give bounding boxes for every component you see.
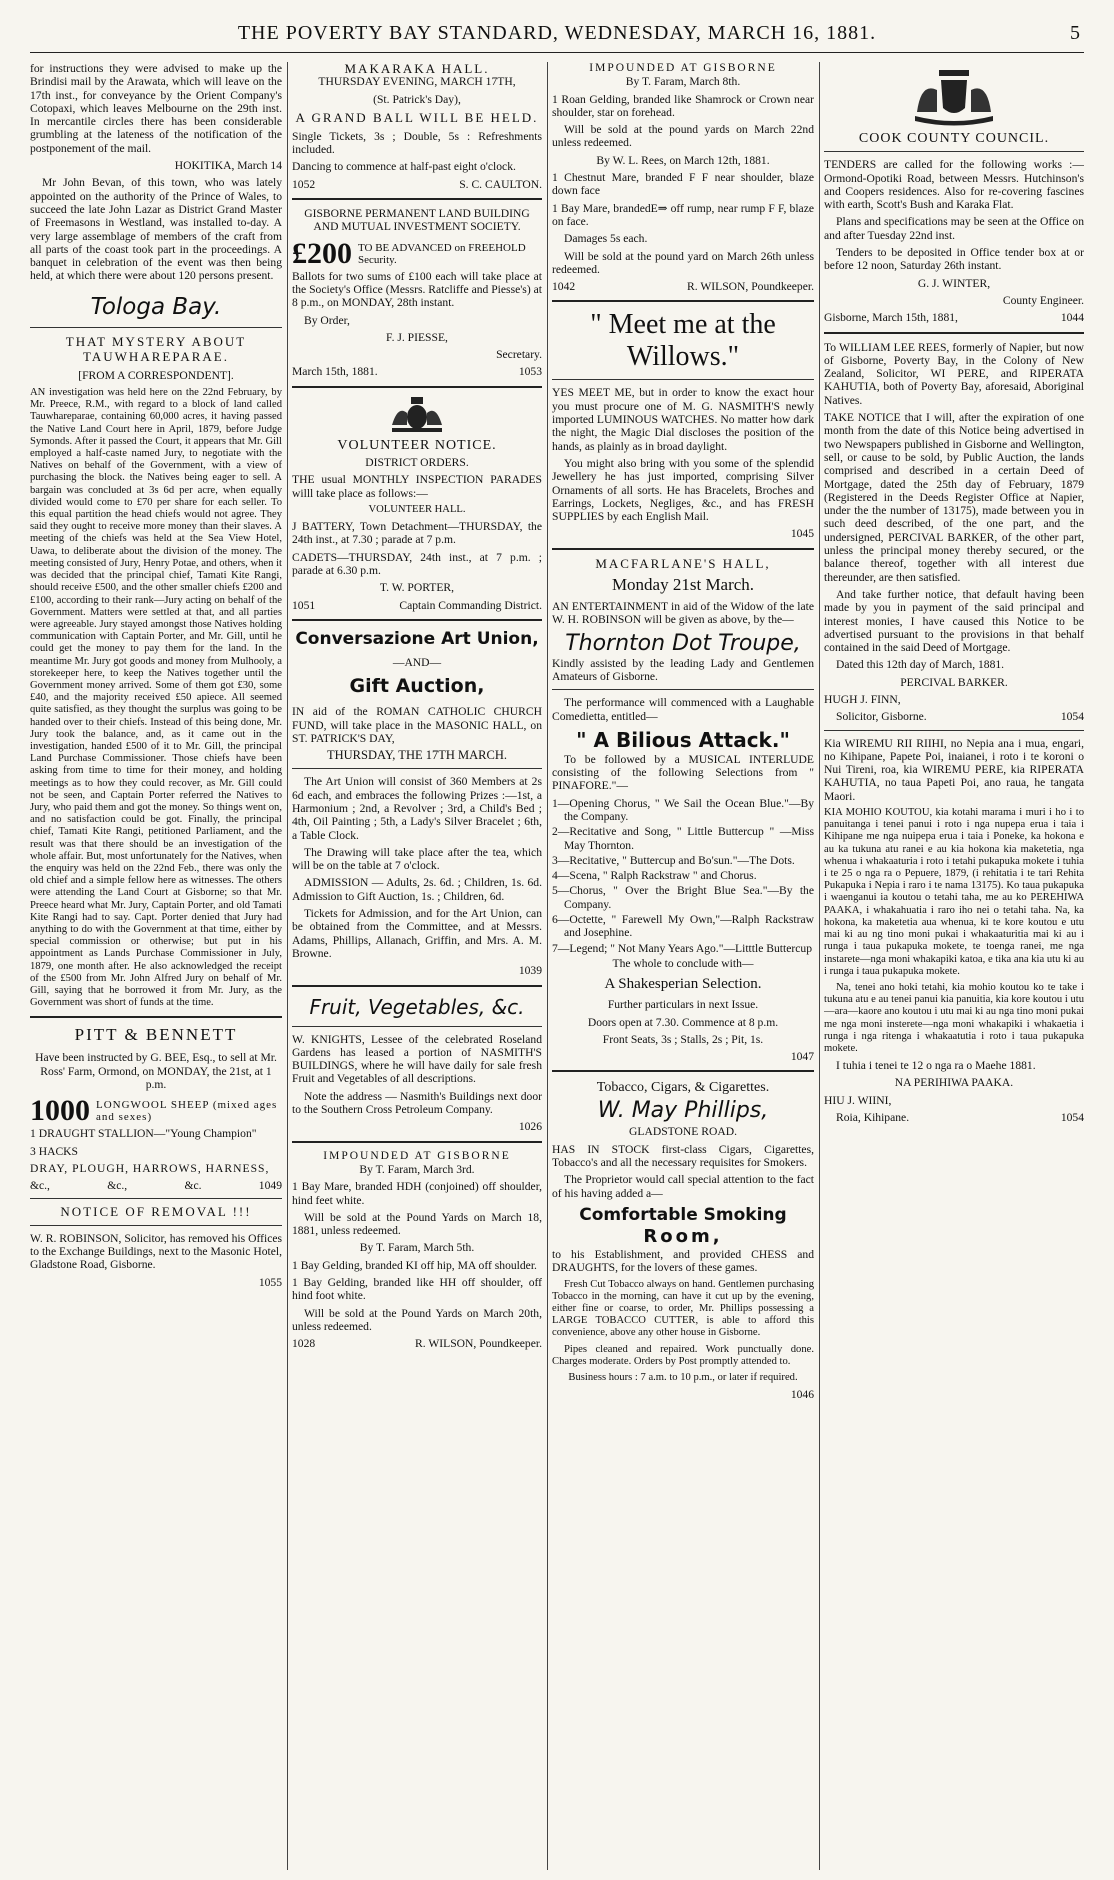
signature: S. C. CAULTON.	[459, 177, 542, 191]
divider	[292, 985, 542, 987]
ad-number: 1026	[518, 1120, 542, 1134]
impounded-sale: Will be sold at the Pound Yards on March 18, 1881, unless redeemed.	[292, 1210, 542, 1238]
ball-tickets: Single Tickets, 3s ; Double, 5s : Refreshments included.	[292, 129, 542, 157]
impounded-sale: Will be sold at the pound yards on March 22nd unless redeemed.	[552, 123, 814, 150]
article-body: AN investigation was held here on the 22nd February, by Mr. Preece, R.M., with regard to a block of land called Tauwhareparae, containing 60,000 acres, it having passed the Native Land Court here in April, 1879, before Judge Symonds. After it passed the Court, it appears that Mr. Gill employed a half-caste named Jury, to negotiate with the Natives on behalf of the Government, with a view of purchasing the block. the Natives being eager to sell. A bargain was concluded at 3s 6d per acre, when equally divided would come to £70 per share for each seller. To this equal partition the head chiefs would not agree. They said they ought to receive more money than their slaves. A meeting of the chiefs was held at the Sea View Hotel, Uawa, to deliberate about the division of the money. The meeting consisted of Jury, Henry Potae, and others, when it was decided that the principal chief, Tamati Kite Rangi, should receive £500, and the other smaller chiefs £200 and £100, according to their rank—Jury acting on behalf of the Government. Matters were settled at that, and all parties were agreeable. Jury stayed amongst those Natives holding communication with Captain Porter, and Mr. Gill, until he could get the money to pay them for the land. In the meantime Mr. Jury got goods and money from Mulhooly, a storekeeper here, to keep the Natives together until the Government money arrived. Some of them got £30, some £40, and the majority received £50 apiece. All seemed quite satisfied, as they thought the surplus was going to be handed over to their chiefs. Instead of this being done, Mr. Jury took the balance, and, as it came out in the investigation, handed £500 of it to Mr. Gill, the principal Land Purchase Commissioner. Those chiefs have been asking from time to time for their money, and holding meetings as to how they could recover, as Mr. Gill could not be seen, and Captain Porter referred the Natives to Jury, who paid them and got the money. So things went on, and no satisfaction could be got. Finally, the principal chief, Tamati Kite Rangi, petitioned Parliament, and the result was that there should be an investigation of the whole affair. But, most unfortunately for the Natives, when the enquiry was held on the 22nd Feb., there was only the old chief and a simple fellow here as witnesses. The others were attending the Land Court at Gisborne; so that Mr. Preece heard what Mr. Jury, Captain Porter, and old Tamati Kite Rangi had to say. Capt. Porter denied that Jury had anything to do with the Government at that time, either by special commission or otherwise; but put in his appointment as Lands Purchase Commissioner in July, 1879, one month after. He also acknowledged the receipt of the £500 from Mr. John Alfred Jury on behalf of Mr. Gill, saying that he borrowed it from Mr. Jury, as the Government was short of funds at the time.	[30, 387, 282, 1009]
troupe-heading: Thornton Dot Troupe,	[565, 630, 801, 656]
impounded-item: 1 Bay Gelding, branded KI off hip, MA off shoulder.	[292, 1258, 537, 1272]
pinafore-item: 3—Recitative, " Buttercup and Bo'sun."—The Dots.	[552, 853, 795, 867]
ball-dancing: Dancing to commence at half-past eight o'clock.	[292, 160, 516, 174]
and-line: —AND—	[392, 655, 442, 669]
masthead	[30, 18, 1084, 53]
macfarlane-date: Monday 21st March.	[611, 575, 755, 595]
pinafore-item: 7—Legend; " Not Many Years Ago."—Litttle Buttercup	[552, 941, 812, 955]
divider	[292, 619, 542, 621]
divider	[552, 1070, 814, 1072]
correspondent-line: [FROM A CORRESPONDENT].	[78, 368, 234, 382]
divider	[292, 198, 542, 200]
page-number: 5	[1070, 22, 1080, 44]
signature: T. W. PORTER,	[379, 581, 455, 595]
ad-number: 1047	[790, 1050, 814, 1064]
solicitor-line	[824, 710, 1084, 723]
notice-date: Dated this 12th day of March, 1881.	[836, 658, 1005, 672]
council-crest-icon	[909, 66, 999, 128]
impounded-heading: IMPOUNDED AT GISBORNE	[323, 1149, 511, 1162]
society-text: Ballots for two sums of £100 each will take place at the Society's Office (Messrs. Ratcliffe and Piesse's) at 8 p.m., on MONDAY, 28th instant.	[292, 269, 542, 310]
dray-line: DRAY, PLOUGH, HARROWS, HARNESS,	[30, 1161, 270, 1175]
troupe-sub: Kindly assisted by the leading Lady and Gentlemen Amateurs of Gisborne.	[552, 656, 814, 683]
ad-number: 1049	[258, 1179, 282, 1193]
divider	[824, 332, 1084, 334]
impounded-signature	[292, 1337, 542, 1350]
removal-heading: NOTICE OF REMOVAL !!!	[60, 1204, 252, 1220]
willows-heading: " Meet me at the Willows."	[590, 309, 776, 373]
impounded-item: 1 Chestnut Mare, branded F F near shoulder, blaze down face	[552, 171, 814, 198]
column-3	[552, 62, 814, 1870]
impounded-by: By W. L. Rees, on March 12th, 1881.	[596, 153, 770, 167]
signature: PERCIVAL BARKER.	[900, 675, 1008, 689]
column-rule	[819, 62, 820, 1870]
signature-title: County Engineer.	[1002, 293, 1084, 307]
column-4	[824, 62, 1084, 1870]
witness-line	[824, 1111, 1084, 1124]
cable-news: for instructions they were advised to make up the Brindisi mail by the Arawata, which will leave on the 17th inst., for conveyance by the Orient Company's Cotopaxi, which leaves Melbourne on the 29th inst. In mercantile circles there has been considerable grumbling at the lateness of the notification of the postponement of the mail.	[30, 62, 282, 155]
phillips-text-5: Pipes cleaned and repaired. Work punctually done. Charges moderate. Orders by Post promptly attended to.	[552, 1343, 814, 1367]
ad-number: 1042	[552, 280, 576, 294]
smoking-heading: Comfortable Smoking	[579, 1204, 787, 1225]
divider	[552, 300, 814, 302]
hokitika-dateline: HOKITIKA, March 14	[174, 159, 282, 173]
column-1	[30, 62, 282, 1870]
volunteer-cadets: CADETS—THURSDAY, 24th inst., at 7 p.m. ; parade at 6.30 p.m.	[292, 550, 542, 578]
divider	[552, 379, 814, 380]
tickets-text: Tickets for Admission, and for the Art Union, can be obtained from the Committee, and at Messrs. Adams, Phillips, Allanach, Griffin, and Mrs. A. M. Browne.	[292, 907, 542, 960]
notice-text: TAKE NOTICE that I will, after the expiration of one month from the date of this Notice being advertised in two Newspapers published in Gisborne and Wellington, sell, or cause to be sold, by Public Auction, the lands comprised and described in a certain Deed of Mortgage, dated the 25th day of February, 1879 (Registered in the Deeds Register Office at Napier, under the the number of 13175), made between you in such deed described, of the one part, and the undersigned, PERCIVAL BARKER, of the other part, unless the principal money thereby secured, or the balance thereof, together with all interest due thereunder, are then satisfied.	[824, 411, 1084, 584]
conversazione-date: THURSDAY, THE 17TH MARCH.	[326, 748, 507, 763]
impounded-item: 1 Bay Mare, branded HDH (conjoined) off shoulder, hind feet white.	[292, 1180, 542, 1207]
divider	[824, 151, 1084, 152]
divider	[292, 1026, 542, 1027]
hokitika-news: Mr John Bevan, of this town, who was lately appointed on the authority of the Prince of Wales, to succeed the late John Lazar as District Grand Master of Freemasons in Westland, was installed to-day. A very large assemblage of members of the craft from all parts of the coast took part in the proceedings. A banquet in celebration of the event was then being held, at which there were about 120 persons present.	[30, 176, 282, 283]
volunteer-sub: DISTRICT ORDERS.	[365, 456, 469, 470]
tenders-date-line	[824, 311, 1084, 324]
masthead-title: THE POVERTY BAY STANDARD, WEDNESDAY, MARCH 16, 1881.	[237, 22, 877, 44]
column-2	[292, 62, 542, 1870]
sheep-desc: LONGWOOL SHEEP (mixed ages and sexes)	[96, 1099, 278, 1124]
society-heading: GISBORNE PERMANENT LAND BUILDING AND MUTUAL INVESTMENT SOCIETY.	[304, 207, 530, 234]
sheep-count: 1000	[30, 1094, 90, 1128]
ad-number: 1054	[1060, 710, 1084, 724]
signature: R. WILSON, Poundkeeper.	[687, 280, 814, 294]
room-heading: Room,	[643, 1225, 723, 1247]
divider	[824, 730, 1084, 731]
ad-number: 1055	[258, 1275, 282, 1289]
divider	[30, 1198, 282, 1199]
volunteer-battery: J BATTERY, Town Detachment—THURSDAY, the 24th inst., at 7.30 ; parade at 7 p.m.	[292, 520, 542, 547]
ad-number: 1044	[1060, 311, 1084, 325]
ad-number: 1045	[790, 527, 814, 541]
solicitor-name: HUGH J. FINN,	[824, 692, 901, 706]
council-heading: COOK COUNTY COUNCIL.	[858, 131, 1050, 146]
notice-text-2: And take further notice, that default having been made by you in payment of the said principal and interest monies, I have caused this Notice to be advertised pursuant to the provisions in that behalf contained in the said Deed of Mortgage.	[824, 587, 1084, 655]
impounded-by: By T. Faram, March 5th.	[359, 1241, 475, 1255]
maori-address: Kia WIREMU RII RIIHI, no Nepia ana i mua, engari, no Kihipane, Papete Poi, inaianei, i roto i te koroni o Nui Tireni, roa, kia WIREMU PERE, kia RIPERATA KAHUTIA, no taua Papeti Poi, ano raua, he tangata Maori.	[824, 736, 1084, 803]
pinafore-item: 4—Scena, " Ralph Rackstraw " and Chorus.	[552, 869, 757, 883]
impounded-item: 1 Bay Gelding, branded like HH off shoulder, off hind foot white.	[292, 1276, 542, 1303]
hacks-line: 3 HACKS	[30, 1144, 78, 1158]
maori-notice: KIA MOHIO KOUTOU, kia kotahi marama i muri i ho i to panuitanga i tenei panui i roto i nga nupepa erua i taia i Kihipane me nga nuipepa erua i taia i Poneke, ka hokona e au ka tukuna atu ranei e au kia hokona kia maketetia, nga whenua i whakaaturia i roto i tetahi pukapuka mokete i tuhia i te 25 o nga ra o Pepuere, 1879, (i rehitatia i te tari Rehita Pukapuka i Nepia i raro i te nama 13175). Ko taua pukapuka i waenganui ia koutou o tetahi taha, me au ko PEREHIWA PAAKA, i whakahuatia i raro iho nei o tetahi taha. Na, ka hokona, ka maketetia aua whenua, ki te kore koutou e utu mai ki au ng tino moni pukai i whakaaturitia mai ki au i runga i taua pukapuka mokete, te toenga ranei, me nga instarete—nga moni whakapiki katoa, e tika ana kia utu ki au i runga i taua pukapuka mokete.	[824, 807, 1084, 977]
impounded-heading: IMPOUNDED AT GISBORNE	[589, 62, 777, 74]
divider	[30, 1225, 282, 1226]
bilious-follow: To be followed by a MUSICAL INTERLUDE consisting of the following Selections from " PINAFORE."—	[552, 752, 814, 793]
removal-text: W. R. ROBINSON, Solicitor, has removed his Offices to the Exchange Buildings, next to the Masonic Hotel, Gladstone Road, Gisborne.	[30, 1231, 282, 1272]
column-rule	[287, 62, 288, 1870]
volunteer-heading: VOLUNTEER NOTICE.	[337, 437, 497, 453]
grand-ball: A GRAND BALL WILL BE HELD.	[295, 109, 539, 125]
etc-item: &c.	[184, 1179, 202, 1193]
divider	[552, 548, 814, 550]
tologa-heading: Tologa Bay.	[90, 293, 222, 320]
art-union-text: The Art Union will consist of 360 Members at 2s 6d each, and embraces the following Prizes :—1st, a Harmonium ; 2nd, a Revolver ; 3rd, a Child's Bed ; 4th, Oil Painting ; 5th, a Lady's Silver Bracelet ; 6th, a Table Clock.	[292, 775, 542, 842]
date: March 15th, 1881.	[292, 365, 378, 379]
divider	[292, 1141, 542, 1143]
divider	[30, 1016, 282, 1018]
ad-number: 1046	[790, 1388, 814, 1402]
conversazione-heading: Conversazione Art Union,	[295, 628, 539, 649]
further-line: Further particulars in next Issue.	[607, 998, 759, 1012]
ad-number: 1052	[292, 177, 316, 191]
divider	[292, 386, 542, 388]
impounded-by: By T. Faram, March 8th.	[625, 75, 741, 89]
society-date-line	[292, 365, 542, 378]
tenders-deposit: Tenders to be deposited in Office tender box at or before 12 noon, Saturday 26th instant.	[824, 246, 1084, 273]
signature: F. J. PIESSE,	[386, 330, 448, 344]
sheep-line	[30, 1095, 282, 1127]
solicitor-title: Solicitor, Gisborne.	[836, 710, 927, 724]
makaraka-heading: MAKARAKA HALL.	[344, 62, 490, 76]
etc-line	[30, 1179, 282, 1192]
phillips-heading: W. May Phillips,	[597, 1098, 769, 1124]
fruit-note: Note the address — Nasmith's Buildings next door to the Southern Cross Petroleum Company.	[292, 1089, 542, 1117]
impounded-sale: Will be sold at the pound yard on March 26th unless redeemed.	[552, 249, 814, 276]
stallion-line: 1 DRAUGHT STALLION—"Young Champion"	[30, 1127, 257, 1141]
impounded-item: 1 Roan Gelding, branded like Shamrock or Crown near shoulder, star on forehead.	[552, 92, 814, 119]
admission-text: ADMISSION — Adults, 2s. 6d. ; Children, 1s. 6d. Admission to Gift Auction, 1s. ; Children, 6d.	[292, 876, 542, 903]
tenders-plans: Plans and specifications may be seen at the Office on and after Tuesday 22nd inst.	[824, 215, 1084, 242]
shakesperian-heading: A Shakesperian Selection.	[604, 976, 762, 993]
willows-text-2: You might also bring with you some of the splendid Jewellery he has just imported, comprising Silver Ornaments of all sorts. He has Bracelets, Broches and Earrings, Lockets, Negliges, &c., and has FRESH SUPPLIES by each English Mail.	[552, 456, 814, 524]
pitt-bennett-heading: PITT & BENNETT	[74, 1025, 238, 1045]
tobacco-heading: Tobacco, Cigars, & Cigarettes.	[596, 1080, 770, 1096]
gift-auction-heading: Gift Auction,	[349, 675, 485, 698]
business-hours: Business hours : 7 a.m. to 10 p.m., or later if required.	[568, 1371, 798, 1383]
phillips-road: GLADSTONE ROAD.	[629, 1125, 737, 1139]
date: Gisborne, March 15th, 1881,	[824, 311, 958, 325]
whole-line: The whole to conclude with—	[612, 956, 754, 970]
divider	[292, 768, 542, 769]
pinafore-item: 2—Recitative and Song, " Little Buttercup " —Miss May Thornton.	[552, 825, 814, 852]
phillips-text-4: Fresh Cut Tobacco always on hand. Gentlemen purchasing Tobacco in the morning, can have it cut up by the evening, either fine or coarse, to order, Mr. Phillips possessing a LARGE TOBACCO CUTTER, is able to afford this convenience, above any other house in Gisborne.	[552, 1278, 814, 1339]
rees-address: To WILLIAM LEE REES, formerly of Napier, but now of Gisborne, Poverty Bay, in the Colony of New Zealand, Solicitor, WI PERE, and RIPERATA KAHUTIA, both of Poverty Bay, aforesaid, Aboriginal Natives.	[824, 340, 1084, 407]
seats-line: Front Seats, 3s ; Stalls, 2s ; Pit, 1s.	[602, 1032, 764, 1046]
volunteer-text: THE usual MONTHLY INSPECTION PARADES willl take place as follows:—	[292, 473, 542, 500]
society-advanced: TO BE ADVANCED on FREEHOLD Security.	[358, 241, 526, 266]
impounded-sale: Will be sold at the Pound Yards on March 20th, unless redeemed.	[292, 1306, 542, 1333]
makaraka-sub: (St. Patrick's Day),	[373, 92, 461, 106]
signature: G. J. WINTER,	[917, 276, 991, 290]
etc-item: &c.,	[30, 1179, 50, 1193]
tenders-text: TENDERS are called for the following works :—Ormond-Opotiki Road, between Messrs. Hutchinson's and Coopers residences. Also for re-covering fascines with earth, Scott's Bush and Karaka Flat.	[824, 158, 1084, 212]
pinafore-item: 6—Octette, " Farewell My Own,"—Ralph Rackstraw and Josephine.	[552, 913, 814, 940]
ad-number: 1039	[518, 964, 542, 978]
witness-place: Roia, Kihipane.	[836, 1111, 910, 1125]
volunteer-signature	[292, 599, 542, 612]
doors-line: Doors open at 7.30. Commence at 8 p.m.	[587, 1015, 779, 1029]
volunteer-hall: VOLUNTEER HALL.	[368, 503, 466, 515]
maori-date: I tuhia i tenei te 12 o nga ra o Maehe 1881.	[836, 1059, 1036, 1073]
macfarlane-heading: MACFARLANE'S HALL,	[595, 555, 771, 571]
divider	[552, 689, 814, 690]
impounded-item: 1 Bay Mare, brandedE⇒ off rump, near rump F F, blaze on face.	[552, 201, 814, 228]
impounded-by: By T. Faram, March 3rd.	[359, 1162, 475, 1176]
pinafore-item: 1—Opening Chorus, " We Sail the Ocean Blue."—By the Company.	[552, 796, 814, 823]
drawing-text: The Drawing will take place after the tea, which will be on the table at 7 o'clock.	[292, 845, 542, 873]
fruit-text: W. KNIGHTS, Lessee of the celebrated Roseland Gardens has leased a portion of NASMITH'S BUILDINGS, where he will have daily for sale fresh Fruit and Vegetables of all descriptions.	[292, 1032, 542, 1086]
impounded-signature	[552, 280, 814, 293]
phillips-text-2: The Proprietor would call special attention to the fact of his having added a—	[552, 1173, 814, 1200]
divider	[30, 327, 282, 328]
signature-title: Secretary.	[496, 348, 542, 362]
bilious-heading: " A Bilious Attack."	[576, 727, 790, 752]
society-amount-line	[292, 238, 542, 270]
witness-name: HIU J. WIINI,	[824, 1093, 892, 1107]
conversazione-text: IN aid of the ROMAN CATHOLIC CHURCH FUND, will take place in the MASONIC HALL, on ST. PATRICK'S DAY,	[292, 705, 542, 745]
ball-signature	[292, 178, 542, 191]
ad-number: 1051	[292, 598, 316, 612]
macfarlane-text: AN ENTERTAINMENT in aid of the Widow of the late W. H. ROBINSON will be given as above, by the—	[552, 600, 814, 627]
mystery-heading: THAT MYSTERY ABOUT TAUWHAREPARAE.	[65, 333, 247, 364]
pinafore-item: 5—Chorus, " Over the Bright Blue Sea."—By the Company.	[552, 884, 814, 911]
maori-notice-2: Na, tenei ano hoki tetahi, kia mohio koutou ko te take i tukuna atu e au tenei panui kia panuitia, kia kore koutou i utu—ara—kaore ano koutou i utu mai ki au nga tino moni pukai me nga moni insterete—nga moni whakapiki i whakaetia i runga i nga ritenga i whakaatutia i roto i taua pukapuka mokete.	[824, 981, 1084, 1054]
signature: R. WILSON, Poundkeeper.	[415, 1337, 542, 1351]
society-order: By Order,	[304, 313, 350, 327]
signature-title: Captain Commanding District.	[399, 598, 542, 612]
makaraka-date: THURSDAY EVENING, MARCH 17TH,	[318, 75, 516, 89]
fruit-heading: Fruit, Vegetables, &c.	[309, 994, 525, 1019]
phillips-text-3: to his Establishment, and provided CHESS and DRAUGHTS, for the lovers of these games.	[552, 1247, 814, 1275]
troupe-performance: The performance will commenced with a Laughable Comedietta, entitled—	[552, 696, 814, 723]
pitt-intro: Have been instructed by G. BEE, Esq., to sell at Mr. Ross' Farm, Ormond, on MONDAY, the 21st, at 1 p.m.	[35, 1051, 277, 1091]
signature: NA PERIHIWA PAAKA.	[894, 1076, 1014, 1090]
column-rule	[547, 62, 548, 1870]
ad-number: 1054	[1060, 1111, 1084, 1125]
impounded-damages: Damages 5s each.	[564, 232, 648, 246]
phillips-text: HAS IN STOCK first-class Cigars, Cigarettes, Tobacco's and all the necessary requisites for Smokers.	[552, 1142, 814, 1170]
society-amount: £200	[292, 236, 352, 270]
royal-crest-icon	[384, 395, 450, 435]
ad-number: 1028	[292, 1337, 316, 1351]
willows-text: YES MEET ME, but in order to know the exact hour you must procure one of M. G. NASMITH'S newly imported LUMINOUS WATCHES. No matter how dark the night, the Magic Dial discloses the position of the hands, as plainly as in broad daylight.	[552, 386, 814, 453]
ad-number: 1053	[518, 365, 542, 379]
etc-item: &c.,	[107, 1179, 128, 1193]
